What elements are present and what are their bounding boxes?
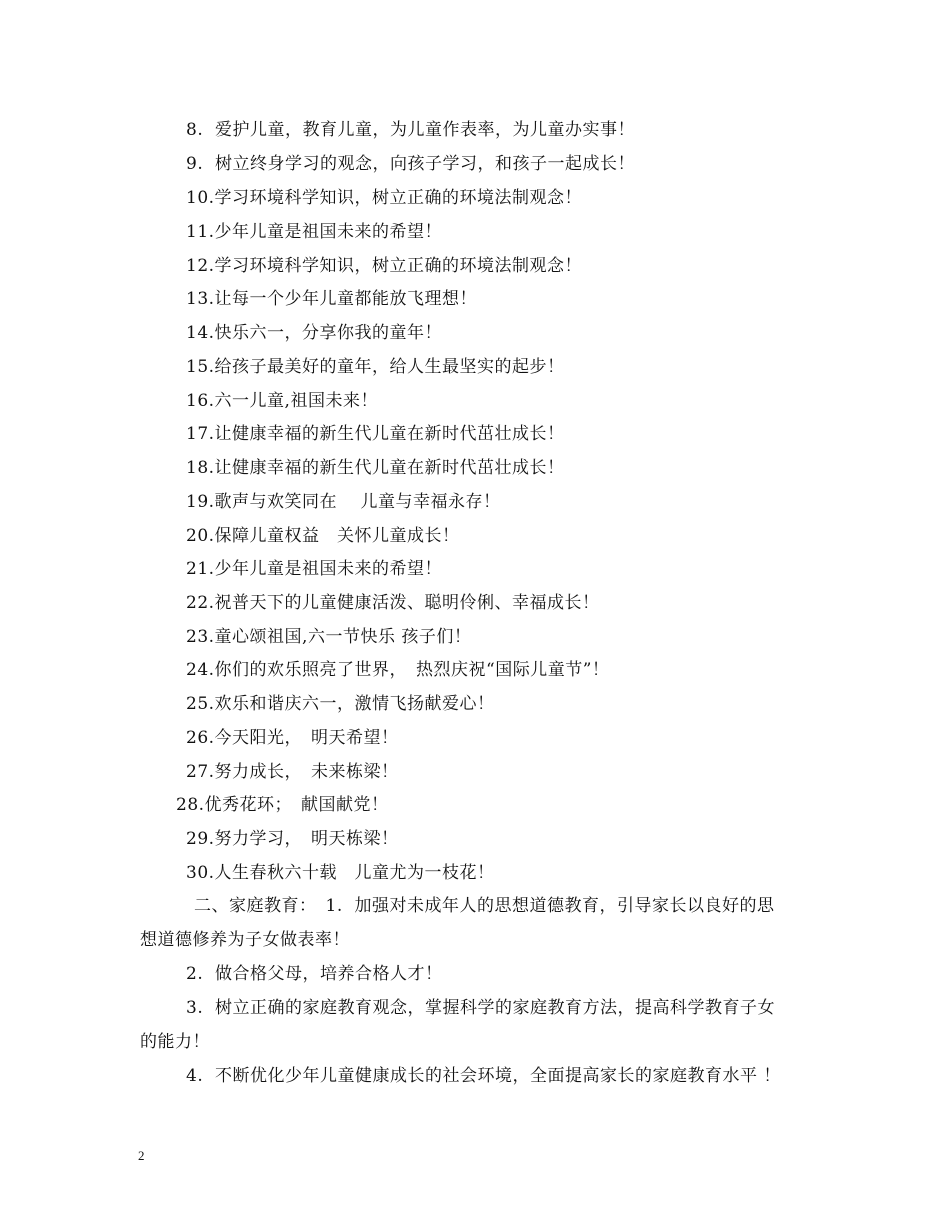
list-item: 20.保障儿童权益 关怀儿童成长！ [186, 526, 460, 546]
list-item: 18.让健康幸福的新生代儿童在新时代茁壮成长！ [186, 458, 565, 478]
list-item: 29.努力学习， 明天栋梁！ [186, 829, 399, 849]
list-item: 16.六一儿童,祖国未来！ [186, 391, 378, 411]
list-item: 13.让每一个少年儿童都能放飞理想！ [186, 289, 478, 309]
list-item: 25.欢乐和谐庆六一，激情飞扬献爱心！ [186, 694, 495, 714]
list-item: 27.努力成长， 未来栋梁！ [186, 762, 399, 782]
list-item: 9. 树立终身学习的观念，向孩子学习，和孩子一起成长！ [186, 154, 636, 174]
list-item: 15.给孩子最美好的童年，给人生最坚实的起步！ [186, 357, 565, 377]
list-item: 2. 做合格父母，培养合格人才！ [186, 964, 443, 984]
section-heading-family-education: 二、家庭教育： 1. 加强对未成年人的思想道德教育，引导家长以良好的思 [194, 896, 775, 916]
page-number: 2 [138, 1148, 145, 1163]
list-item: 17.让健康幸福的新生代儿童在新时代茁壮成长！ [186, 424, 565, 444]
list-item: 3. 树立正确的家庭教育观念，掌握科学的家庭教育方法，提高科学教育子女 [186, 998, 776, 1018]
list-item: 22.祝普天下的儿童健康活泼、聪明伶俐、幸福成长！ [186, 593, 600, 613]
list-item: 4. 不断优化少年儿童健康成长的社会环境，全面提高家长的家庭教育水平 ！ [186, 1066, 781, 1086]
list-item: 11.少年儿童是祖国未来的希望！ [186, 222, 443, 242]
list-item: 26.今天阳光， 明天希望！ [186, 728, 399, 748]
list-item: 21.少年儿童是祖国未来的希望！ [186, 559, 443, 579]
list-item: 10.学习环境科学知识，树立正确的环境法制观念！ [186, 188, 583, 208]
list-item: 28.优秀花环； 献国献党！ [176, 795, 389, 815]
list-item: 23.童心颂祖国,六一节快乐 孩子们！ [186, 627, 472, 647]
list-item: 8. 爱护儿童，教育儿童，为儿童作表率，为儿童办实事！ [186, 120, 636, 140]
list-item: 30.人生春秋六十载 儿童尤为一枝花！ [186, 863, 495, 883]
list-item: 19.歌声与欢笑同在 儿童与幸福永存！ [186, 492, 501, 512]
paragraph-continuation: 的能力！ [140, 1032, 210, 1052]
list-item: 14.快乐六一，分享你我的童年！ [186, 323, 443, 343]
list-item: 12.学习环境科学知识，树立正确的环境法制观念！ [186, 256, 583, 276]
list-item: 24.你们的欢乐照亮了世界， 热烈庆祝“国际儿童节”！ [186, 660, 610, 680]
paragraph-continuation: 想道德修养为子女做表率！ [140, 930, 350, 950]
